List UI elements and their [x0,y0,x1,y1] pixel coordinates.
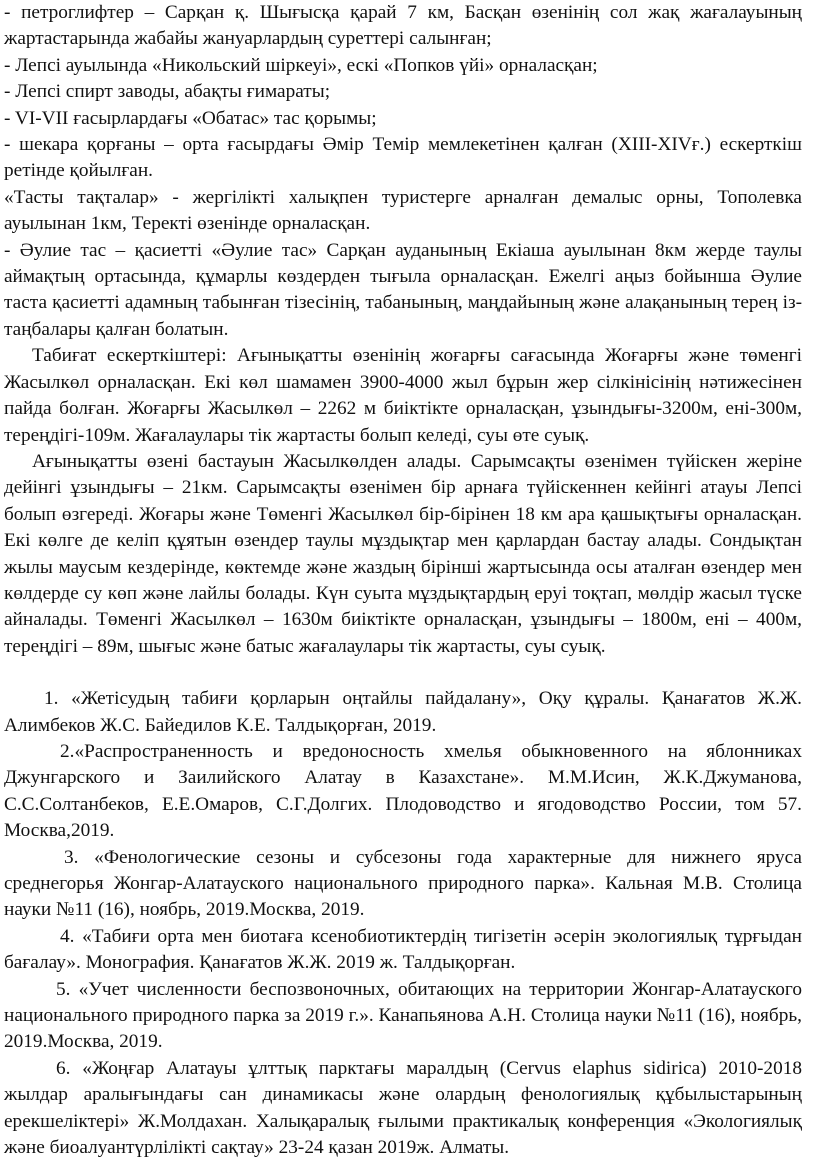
paragraph-lepsi-distillery: - Лепсі спирт заводы, абақты ғимараты; [4,81,331,103]
paragraph-lepsi-church: - Лепсі ауылында «Никольский шіркеуі», ескі «Попков үйі» орналасқан; [4,54,598,76]
reference-item: 3. «Фенологические сезоны и субсезоны года характерные для нижнего яруса среднегорья Жонгар-Алатауского национального природного парка». Кальная М.В. Столица науки №11 (16), ноябрь, 2019.Москва, 2019. [4,846,802,921]
paragraph-tasty-taktalar: «Тасты тақталар» - жергілікті халықпен туристерге арналған демалыс орны, Тополевка ауылынан 1км, Теректі өзенінде орналасқан. [4,186,802,235]
paragraph-nature-monuments [4,343,802,449]
reference-item: 5. «Учет численности беспозвоночных, обитающих на территории Жонгар-Алатауского национального природного парка за 2019 г.». Канапьянова А.Н. Столица науки №11 (16), ноябрь, 2019.Москва, 2019. [4,978,802,1053]
paragraph-obatas: - VI-VII ғасырлардағы «Обатас» тас қорымы; [4,107,377,129]
reference-item: 6. «Жоңғар Алатауы ұлттық парктағы маралдың (Cervus elaphus sidirica) 2010-2018 жылдар аралығындағы сан динамикасы және олардың фенологиялық құбылыстарының ерекшеліктері» Ж.Молдахан. Халықаралық ғылыми практикалық конференция «Экологиялық және биоалуантүрлілікті сақтау» 23-24 қазан 2019ж. Алматы. [4,1057,802,1159]
reference-item: 4. «Табиғи орта мен биотаға ксенобиотиктердің тигізетін әсерін экологиялық тұрғыдан бағалау». Монография. Қанағатов Ж.Ж. 2019 ж. Талдықорған. [4,925,802,974]
paragraph-petroglyphs: - петроглифтер – Сарқан қ. Шығысқа қарай 7 км, Басқан өзенінің сол жақ жағалауының жартастарында жабайы жануарлардың суреттері салынған; [4,2,802,50]
nature-text-1: Ағынықатты өзенінің жоғарғы сағасында Жоғарғы және төменгі Жасылкөл орналасқан. Екі көл шамамен 3900-4000 жыл бұрын жер сілкінісінің нәтижесінен пайда болған. Жоғарғы Жасылкөл – 2262 м биіктікте орналасқан, ұзындығы-3200м, ені-300м, тереңдігі-109м. Жағалаулары тік жартасты болып келеді, суы өте суық. [4,345,803,446]
paragraph-border-fort: - шекара қорғаны – орта ғасырдағы Әмір Темір мемлекетінен қалған (XIII-XIVғ.) ескерткіш ретінде қойылған. [4,134,802,182]
reference-item: 1. «Жетісудың табиғи қорларын оңтайлы пайдалану», Оқу құралы. Қанағатов Ж.Ж. Алимбеков Ж.С. Байедилов К.Е. Талдықорған, 2019. [4,688,802,736]
reference-item: 2.«Распространенность и вредоносность хмелья обыкновенного на яблонниках Джунгарского и Заилийского Алатау в Казахстане». М.М.Исин, Ж.К.Джуманова, С.С.Солтанбеков, Е.Е.Омаров, С.Г.Долгих. Плодоводство и ягодоводство России, том 57. Москва,2019. [4,740,802,842]
nature-heading: Табиғат ескерткіштері: [32,345,227,367]
paragraph-agynykatty: Ағынықатты өзені бастауын Жасылкөлден алады. Сарымсақты өзенімен түйіскен жеріне дейінгі ұзындығы – 21км. Сарымсақты өзенімен бір арнаға түйіскеннен кейінгі атауы Лепсі болып өзгереді. Жоғары және Төменгі Жасылкөл бір-бірінен 18 км ара қашықтығы орналасқан. Екі көлге де келіп құятын өзендер таулы мұздықтар мен қарлардан бастау алады. Сондықтан жылы маусым кездерінде, көктемде және жаздың бірінші жартысында осы аталған өзендер мен көлдерде су көп және лайлы болады. Күн суыта мұздықтардың еруі тоқтап, мөлдір жасыл түске айналады. Төменгі Жасылкөл – 1630м биіктікте орналасқан, ұзындығы – 1800м, ені – 400м, тереңдігі – 89м, шығыс және батыс жағалаулары тік жартасты, суы суық. [4,450,802,657]
paragraph-auliye-tas: - Әулие тас – қасиетті «Әулие тас» Сарқан ауданының Екіаша ауылынан 8км жерде таулы аймақтың ортасында, құмарлы көздерден тығыла орналасқан. Ежелгі аңыз бойынша Әулие таста қасиетті адамның табынған тізесінің, табанының, маңдайының және алақанының терең із-таңбалары қалған болатын. [4,239,802,340]
section-gap [4,660,802,686]
